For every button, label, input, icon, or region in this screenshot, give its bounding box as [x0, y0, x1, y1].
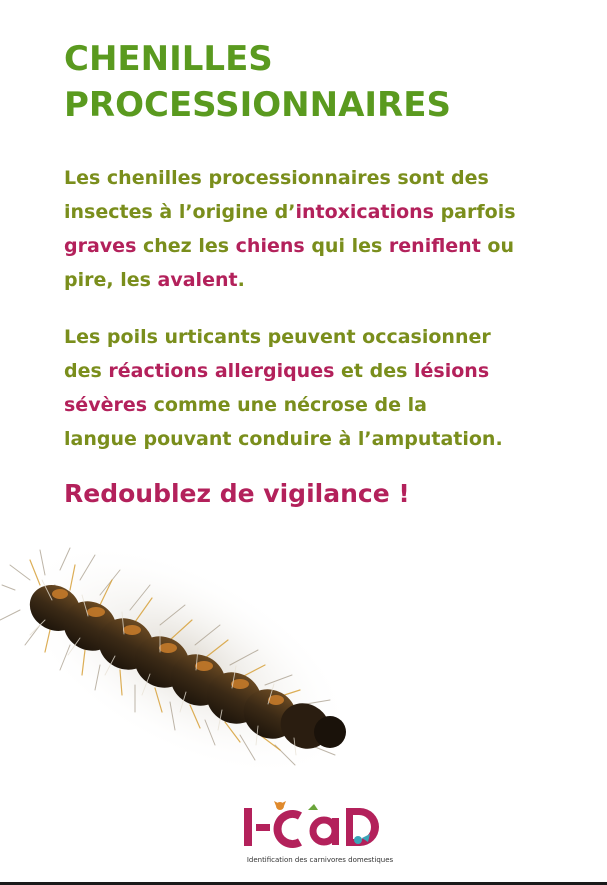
paragraph1-line4-c: .: [237, 269, 245, 291]
highlight-intoxications: intoxications: [295, 201, 434, 223]
paragraph2-line1: Les poils urticants peuvent occasionner: [64, 326, 491, 348]
paragraph1-line3-d: qui les: [304, 235, 389, 257]
highlight-reniflent: reniflent: [388, 235, 481, 257]
paragraph2-line2-a: des: [64, 360, 109, 382]
paragraph2-line2-c: et des: [334, 360, 415, 382]
call-to-action: Redoublez de vigilance !: [64, 479, 410, 508]
paragraph-urticant-hairs: [64, 320, 503, 456]
paragraph2-line3-b: comme une nécrose de la: [147, 394, 427, 416]
highlight-lesions: lésions: [414, 360, 490, 382]
title-line-1: CHENILLES: [64, 39, 273, 79]
paragraph1-line2-a: insectes à l’origine d’: [64, 201, 296, 223]
paragraph1-line1: Les chenilles processionnaires sont des: [64, 167, 489, 189]
paragraph1-line4-a: pire, les: [64, 269, 158, 291]
caterpillar-illustration: [0, 540, 370, 770]
paragraph1-line3-f: ou: [480, 235, 514, 257]
highlight-avalent: avalent: [157, 269, 238, 291]
poster-title: [64, 36, 451, 128]
icad-logo-mark: [238, 800, 398, 852]
highlight-graves: graves: [64, 235, 137, 257]
highlight-chiens: chiens: [235, 235, 305, 257]
paragraph2-line4: langue pouvant conduire à l’amputation.: [64, 428, 503, 450]
highlight-reactions-allergiques: réactions allergiques: [108, 360, 335, 382]
icad-tagline: Identification des carnivores domestiques: [246, 856, 394, 864]
highlight-severes: sévères: [64, 394, 148, 416]
paragraph-intoxication: [64, 161, 516, 297]
paragraph1-line3-b: chez les: [136, 235, 236, 257]
title-line-2: PROCESSIONNAIRES: [64, 85, 451, 125]
paragraph1-line2-c: parfois: [433, 201, 516, 223]
icad-logo: [230, 800, 410, 870]
